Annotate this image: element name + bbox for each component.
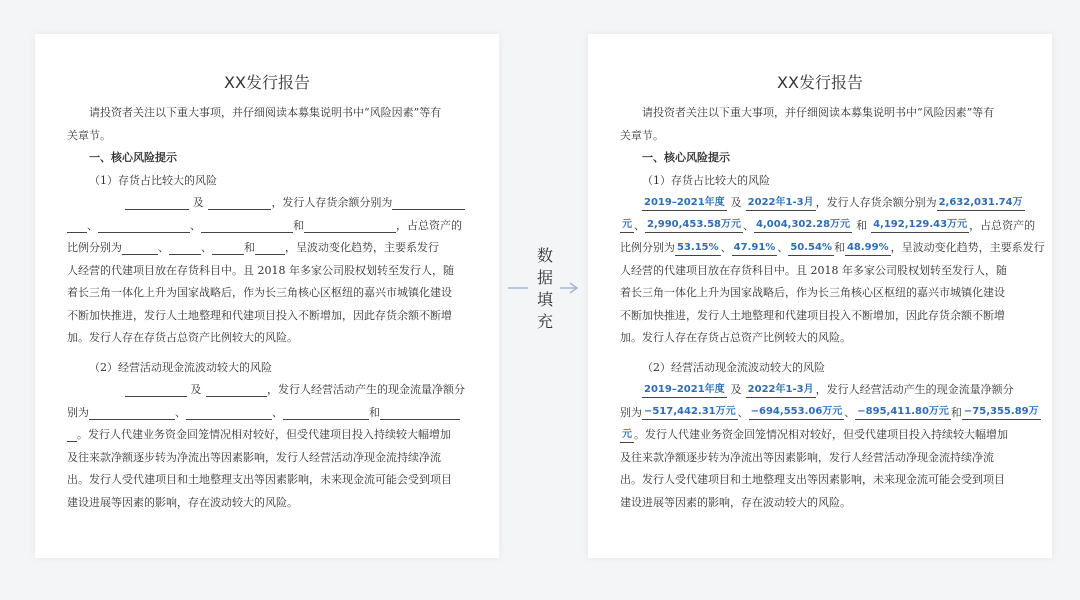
filled-period[interactable]: 2022年1-3月 xyxy=(746,383,816,398)
text: 、 xyxy=(158,241,169,254)
blank-field[interactable] xyxy=(98,219,190,233)
intro-text: 请投资者关注以下重大事项，并仔细阅读本募集说明书中“风险因素”等有 xyxy=(89,106,442,119)
paragraph-line xyxy=(620,260,1018,283)
text: ，呈波动变化趋势，主要系发行 xyxy=(285,241,439,254)
blank-field[interactable] xyxy=(186,406,272,420)
filled-ratio[interactable]: 47.91% xyxy=(732,241,778,256)
text: 和 xyxy=(950,405,962,419)
text: 加。发行人存在存货占总资产比例较大的风险。 xyxy=(67,331,298,344)
text: 和 xyxy=(856,218,868,232)
filled-cashflow[interactable]: 元 xyxy=(620,428,634,443)
text: 人经营的代建项目放在存货科目中。且 2018 年多家公司股权划转至发行人，随 xyxy=(67,263,454,277)
subsection-heading xyxy=(620,357,1018,380)
document-title: XX发行报告 xyxy=(777,73,863,92)
text: 及 xyxy=(730,383,742,396)
filled-period[interactable]: 2019–2021年度 xyxy=(642,196,727,211)
text: 不断加快推进，发行人土地整理和代建项目投入不断增加，因此存货余额不断增 xyxy=(67,308,452,322)
filled-cashflow[interactable]: −895,411.80万元 xyxy=(855,405,951,420)
document-body xyxy=(67,102,465,514)
text: 着长三角一体化上升为国家战略后，作为长三角核心区枢纽的嘉兴市城镇化建设 xyxy=(620,286,1005,299)
text: 、 xyxy=(844,405,856,419)
blank-field[interactable] xyxy=(212,241,244,255)
arrow-right-icon xyxy=(506,278,582,298)
text: 和 xyxy=(293,218,304,232)
subheading-text: （2）经营活动现金流波动较大的风险 xyxy=(642,360,825,374)
text: 人经营的代建项目放在存货科目中。且 2018 年多家公司股权划转至发行人，随 xyxy=(620,263,1007,277)
data-fill-label: 数 据 填 充 xyxy=(536,246,553,331)
text: 。发行人代建业务资金回笼情况相对较好，但受代建项目投入持续较大幅增加 xyxy=(77,428,451,441)
paragraph-line xyxy=(620,424,1018,447)
paragraph-line xyxy=(67,327,465,350)
filled-inventory[interactable]: 2,632,031.74万 xyxy=(937,196,1025,211)
paragraph-line xyxy=(620,379,1018,402)
text: 及 xyxy=(730,196,742,209)
paragraph-line xyxy=(620,282,1018,305)
blank-field[interactable] xyxy=(255,241,285,255)
filled-period[interactable]: 2022年1-3月 xyxy=(746,196,816,211)
blank-field[interactable] xyxy=(380,406,460,420)
text: ，占总资产的 xyxy=(969,218,1036,232)
text: 别为 xyxy=(67,405,89,419)
text: ，发行人存货余额分别为 xyxy=(271,196,393,209)
paragraph-line xyxy=(620,215,1036,238)
text: 及往来款净额逐步转为净流出等因素影响，发行人经营活动净现金流持续净流 xyxy=(620,450,994,464)
text: 加。发行人存在存货占总资产比例较大的风险。 xyxy=(620,331,851,344)
blank-field[interactable] xyxy=(67,219,87,233)
subsection-heading xyxy=(67,170,465,193)
subsection-heading xyxy=(620,170,1018,193)
paragraph-line xyxy=(620,469,1018,492)
intro-line xyxy=(620,125,1018,148)
text: 。发行人代建业务资金回笼情况相对较好，但受代建项目投入持续较大幅增加 xyxy=(634,428,1008,441)
text: 及 xyxy=(192,196,204,209)
blank-field[interactable] xyxy=(304,219,396,233)
paragraph-line xyxy=(67,469,465,492)
text: 着长三角一体化上升为国家战略后，作为长三角核心区枢纽的嘉兴市城镇化建设 xyxy=(67,286,452,299)
blank-field[interactable] xyxy=(125,196,189,210)
paragraph-line xyxy=(67,237,465,260)
paragraph-line xyxy=(67,192,465,215)
text: ，发行人存货余额分别为 xyxy=(815,196,937,209)
subheading-text: （1）存货占比较大的风险 xyxy=(642,173,770,187)
blank-field[interactable] xyxy=(206,383,268,397)
paragraph-line xyxy=(67,282,465,305)
filled-page xyxy=(588,34,1052,558)
intro-line xyxy=(620,102,1018,125)
text: 不断加快推进，发行人土地整理和代建项目投入不断增加，因此存货余额不断增 xyxy=(620,308,1005,322)
text: 和 xyxy=(244,241,255,254)
subheading-text: （1）存货占比较大的风险 xyxy=(89,173,217,187)
document-body xyxy=(620,102,1045,514)
filled-ratio[interactable]: 53.15% xyxy=(675,241,721,256)
document-title: XX发行报告 xyxy=(224,73,310,92)
subheading-text: （2）经营活动现金流波动较大的风险 xyxy=(89,360,272,374)
paragraph-line xyxy=(67,305,465,328)
section-heading xyxy=(620,147,1018,170)
intro-text: 关章节。 xyxy=(67,128,111,142)
blank-field[interactable] xyxy=(208,196,272,210)
text: 、 xyxy=(634,218,645,232)
filled-inventory[interactable]: 2,990,453.58万元 xyxy=(645,218,743,233)
text: ，占总资产的 xyxy=(396,218,462,232)
blank-field[interactable] xyxy=(201,219,293,233)
paragraph-line xyxy=(620,402,1039,425)
text: 、 xyxy=(737,405,749,419)
filled-inventory[interactable]: 4,192,129.43万元 xyxy=(871,218,969,233)
text: 出。发行人受代建项目和土地整理支出等因素影响，未来现金流可能会受到项目 xyxy=(67,473,452,486)
blank-field[interactable] xyxy=(283,406,369,420)
text: 和 xyxy=(833,241,845,254)
filled-cashflow[interactable]: −75,355.89万 xyxy=(962,405,1041,420)
text: 、 xyxy=(87,218,98,232)
text: 及 xyxy=(190,383,202,396)
text: 建设进展等因素的影响，存在波动较大的风险。 xyxy=(67,495,298,509)
text: 和 xyxy=(369,405,380,419)
paragraph-line xyxy=(620,327,1018,350)
paragraph-line xyxy=(67,424,465,447)
blank-field[interactable] xyxy=(392,196,465,210)
blank-field[interactable] xyxy=(125,383,187,397)
filled-ratio[interactable]: 48.99% xyxy=(845,241,891,256)
heading-text: 一、核心风险提示 xyxy=(89,151,177,164)
blank-field[interactable] xyxy=(89,406,175,420)
template-page xyxy=(35,34,499,558)
paragraph-line xyxy=(67,447,465,470)
filled-inventory[interactable]: 元 xyxy=(620,218,634,233)
text: 别为 xyxy=(620,405,642,419)
fill-arrow xyxy=(506,245,582,335)
paragraph-line xyxy=(67,402,465,425)
filled-cashflow[interactable]: −517,442.31万元 xyxy=(642,405,738,420)
paragraph-line xyxy=(67,260,465,283)
text: 建设进展等因素的影响，存在波动较大的风险。 xyxy=(620,495,851,509)
paragraph-line xyxy=(620,492,1018,515)
section-heading xyxy=(67,147,465,170)
text: 、 xyxy=(743,218,755,232)
text: 比例分别为 xyxy=(67,241,122,254)
text: ，发行人经营活动产生的现金流量净额分 xyxy=(815,383,1014,396)
paragraph-line xyxy=(620,237,1045,260)
blank-field[interactable] xyxy=(122,241,158,255)
paragraph-line xyxy=(620,305,1018,328)
text: 及往来款净额逐步转为净流出等因素影响，发行人经营活动净现金流持续净流 xyxy=(67,450,441,464)
paragraph-line xyxy=(67,379,465,402)
paragraph-line xyxy=(67,215,465,238)
text: 、 xyxy=(175,405,186,419)
blank-field[interactable] xyxy=(169,241,201,255)
blank-field[interactable] xyxy=(67,428,77,442)
text: 、 xyxy=(201,241,212,254)
text: ，呈波动变化趋势，主要系发行 xyxy=(890,241,1045,254)
text: 、 xyxy=(777,241,789,254)
filled-inventory[interactable]: 4,004,302.28万元 xyxy=(754,218,852,233)
intro-line xyxy=(67,125,465,148)
text: 出。发行人受代建项目和土地整理支出等因素影响，未来现金流可能会受到项目 xyxy=(620,473,1005,486)
filled-ratio[interactable]: 50.54% xyxy=(788,241,834,256)
text: 、 xyxy=(720,241,732,254)
filled-period[interactable]: 2019–2021年度 xyxy=(642,383,727,398)
text: ，发行人经营活动产生的现金流量净额分 xyxy=(267,383,465,396)
text: 、 xyxy=(190,218,201,232)
intro-text: 请投资者关注以下重大事项，并仔细阅读本募集说明书中“风险因素”等有 xyxy=(642,106,995,119)
text: 、 xyxy=(272,405,283,419)
subsection-heading xyxy=(67,357,465,380)
heading-text: 一、核心风险提示 xyxy=(642,151,730,164)
paragraph-line xyxy=(67,492,465,515)
intro-text: 关章节。 xyxy=(620,128,664,142)
paragraph-line xyxy=(620,447,1018,470)
paragraph-line xyxy=(620,192,1023,215)
filled-cashflow[interactable]: −694,553.06万元 xyxy=(749,405,845,420)
intro-line xyxy=(67,102,465,125)
text: 比例分别为 xyxy=(620,241,675,254)
